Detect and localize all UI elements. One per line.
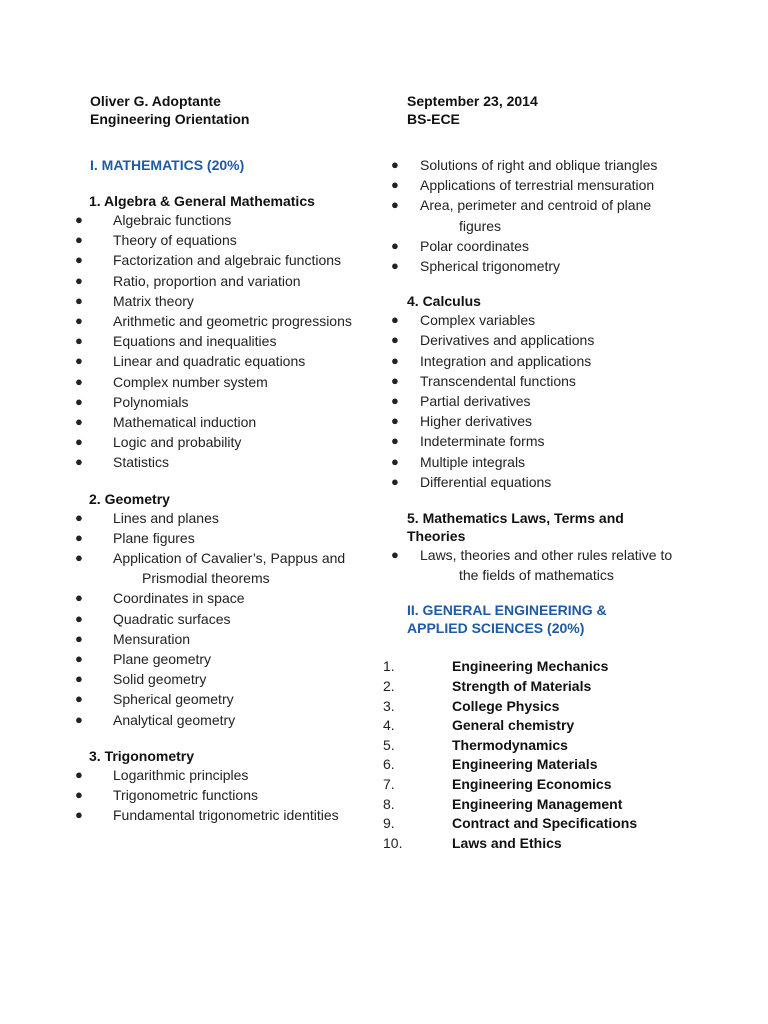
list-item: ● Logic and probability [90, 432, 380, 452]
bullet-icon: ● [75, 454, 83, 470]
list-item: 9. Contract and Specifications [383, 815, 638, 832]
right-column [383, 92, 687, 853]
bullet-icon: ● [75, 353, 83, 369]
list-item: ● Solutions of right and oblique triangles [407, 155, 687, 175]
list-item: ● Higher derivatives [407, 411, 687, 431]
list-item: ● Polar coordinates [407, 236, 687, 256]
list-item: ● Partial derivatives [407, 391, 687, 411]
geometry-list [75, 508, 380, 730]
list-item: ● Ratio, proportion and variation [90, 271, 380, 291]
list-item: ● Matrix theory [90, 291, 380, 311]
bullet-icon: ● [391, 352, 399, 368]
bullet-icon: ● [391, 393, 399, 409]
math-laws-list [391, 545, 687, 585]
bullet-icon: ● [75, 212, 83, 227]
list-item: ● Linear and quadratic equations [90, 351, 380, 371]
bullet-icon: ● [75, 529, 83, 545]
list-item: 10. Laws and Ethics [383, 834, 562, 851]
bullet-icon: ● [75, 630, 83, 646]
bullet-icon: ● [75, 292, 83, 308]
bullet-icon: ● [391, 237, 399, 253]
list-item: ● Complex number system [90, 372, 380, 392]
bullet-icon: ● [75, 590, 83, 606]
list-item: ● Spherical trigonometry [407, 256, 687, 276]
list-item: ● Applications of terrestrial mensuration [407, 175, 687, 195]
bullet-icon: ● [75, 711, 83, 727]
calculus-heading: 4. Calculus [407, 293, 481, 310]
bullet-icon: ● [75, 313, 83, 329]
trigonometry-list-part1 [75, 765, 380, 826]
list-item: 7. Engineering Economics [383, 776, 612, 793]
general-engineering-list [383, 657, 687, 853]
list-item: 4. General chemistry [383, 717, 575, 734]
algebra-heading: 1. Algebra & General Mathematics [89, 193, 315, 209]
trigonometry-heading: 3. Trigonometry [89, 747, 195, 764]
bullet-icon: ● [391, 413, 399, 429]
bullet-icon: ● [75, 691, 83, 707]
list-item: ● Multiple integrals [407, 452, 687, 472]
list-item: ● Arithmetic and geometric progressions [90, 311, 380, 331]
list-item: ● Mathematical induction [90, 412, 380, 432]
section-general-engineering-heading: II. GENERAL ENGINEERING & APPLIED SCIENCES (20%) [407, 602, 607, 637]
bullet-icon: ● [75, 651, 83, 667]
bullet-icon: ● [391, 312, 399, 328]
list-item: ● Factorization and algebraic functions [90, 250, 380, 270]
bullet-icon: ● [391, 258, 399, 274]
bullet-icon: ● [75, 232, 83, 248]
bullet-icon: ● [391, 157, 399, 172]
list-item: ● Spherical geometry [90, 689, 380, 709]
bullet-icon: ● [391, 473, 399, 489]
list-item: ● Laws, theories and other rules relative to the fields of mathematics [391, 547, 673, 584]
list-item: ● Lines and planes [90, 508, 380, 528]
list-item: ● Integration and applications [407, 351, 687, 371]
bullet-icon: ● [391, 177, 399, 193]
bullet-icon: ● [75, 252, 83, 268]
list-item: ● Area, perimeter and centroid of plane figures [391, 197, 652, 234]
bullet-icon: ● [75, 766, 83, 782]
bullet-icon: ● [391, 197, 399, 213]
calculus-list [391, 310, 687, 492]
list-item: 5. Thermodynamics [383, 736, 568, 753]
list-item: ● Logarithmic principles [90, 765, 380, 785]
bullet-icon: ● [75, 787, 83, 803]
list-item: ● Derivatives and applications [407, 330, 687, 350]
bullet-icon: ● [75, 610, 83, 626]
bullet-icon: ● [75, 373, 83, 389]
list-item: ● Quadratic surfaces [90, 609, 380, 629]
list-item: 3. College Physics [383, 697, 560, 714]
bullet-icon: ● [75, 807, 83, 823]
geometry-heading: 2. Geometry [89, 490, 170, 507]
bullet-icon: ● [75, 434, 83, 450]
list-item: 8. Engineering Management [383, 795, 623, 812]
list-item: ● Indeterminate forms [407, 431, 687, 451]
list-item: ● Plane geometry [90, 649, 380, 669]
list-item: ● Transcendental functions [407, 371, 687, 391]
list-item: 2. Strength of Materials [383, 678, 592, 695]
left-column [75, 92, 380, 825]
list-item: ● Polynomials [90, 392, 380, 412]
list-item: ● Fundamental trigonometric identities [90, 805, 380, 825]
list-item: ● Complex variables [407, 310, 687, 330]
list-item: ● Mensuration [90, 629, 380, 649]
bullet-icon: ● [75, 393, 83, 409]
bullet-icon: ● [75, 550, 83, 566]
bullet-icon: ● [75, 272, 83, 288]
list-item: ● Plane figures [90, 528, 380, 548]
list-item: ● Coordinates in space [90, 588, 380, 608]
section-mathematics-heading: I. MATHEMATICS (20%) [90, 157, 245, 173]
bullet-icon: ● [75, 414, 83, 430]
bullet-icon: ● [391, 453, 399, 469]
bullet-icon: ● [391, 433, 399, 449]
algebra-list [75, 210, 380, 473]
program-name: BS-ECE [407, 111, 460, 127]
bullet-icon: ● [391, 372, 399, 388]
list-item: ● Analytical geometry [90, 710, 380, 730]
author-name: Oliver G. Adoptante [90, 93, 221, 109]
list-item: 1. Engineering Mechanics [383, 658, 609, 675]
list-item: ● Differential equations [407, 472, 687, 492]
list-item: ● Application of Cavalier’s, Pappus and Prismodial theorems [75, 550, 346, 587]
list-item: ● Equations and inequalities [90, 331, 380, 351]
list-item: ● Statistics [90, 452, 380, 472]
list-item: ● Solid geometry [90, 669, 380, 689]
bullet-icon: ● [75, 671, 83, 687]
document-date: September 23, 2014 [407, 93, 538, 109]
list-item: ● Theory of equations [90, 230, 380, 250]
list-item: 6. Engineering Materials [383, 756, 598, 773]
list-item: ● Algebraic functions [90, 210, 380, 230]
bullet-icon: ● [391, 332, 399, 348]
list-item: ● Trigonometric functions [90, 785, 380, 805]
bullet-icon: ● [75, 333, 83, 349]
math-laws-heading: 5. Mathematics Laws, Terms and Theories [407, 510, 624, 545]
bullet-icon: ● [75, 509, 83, 525]
course-name: Engineering Orientation [90, 111, 250, 127]
bullet-icon: ● [391, 547, 399, 563]
trigonometry-list-part2 [391, 155, 687, 276]
